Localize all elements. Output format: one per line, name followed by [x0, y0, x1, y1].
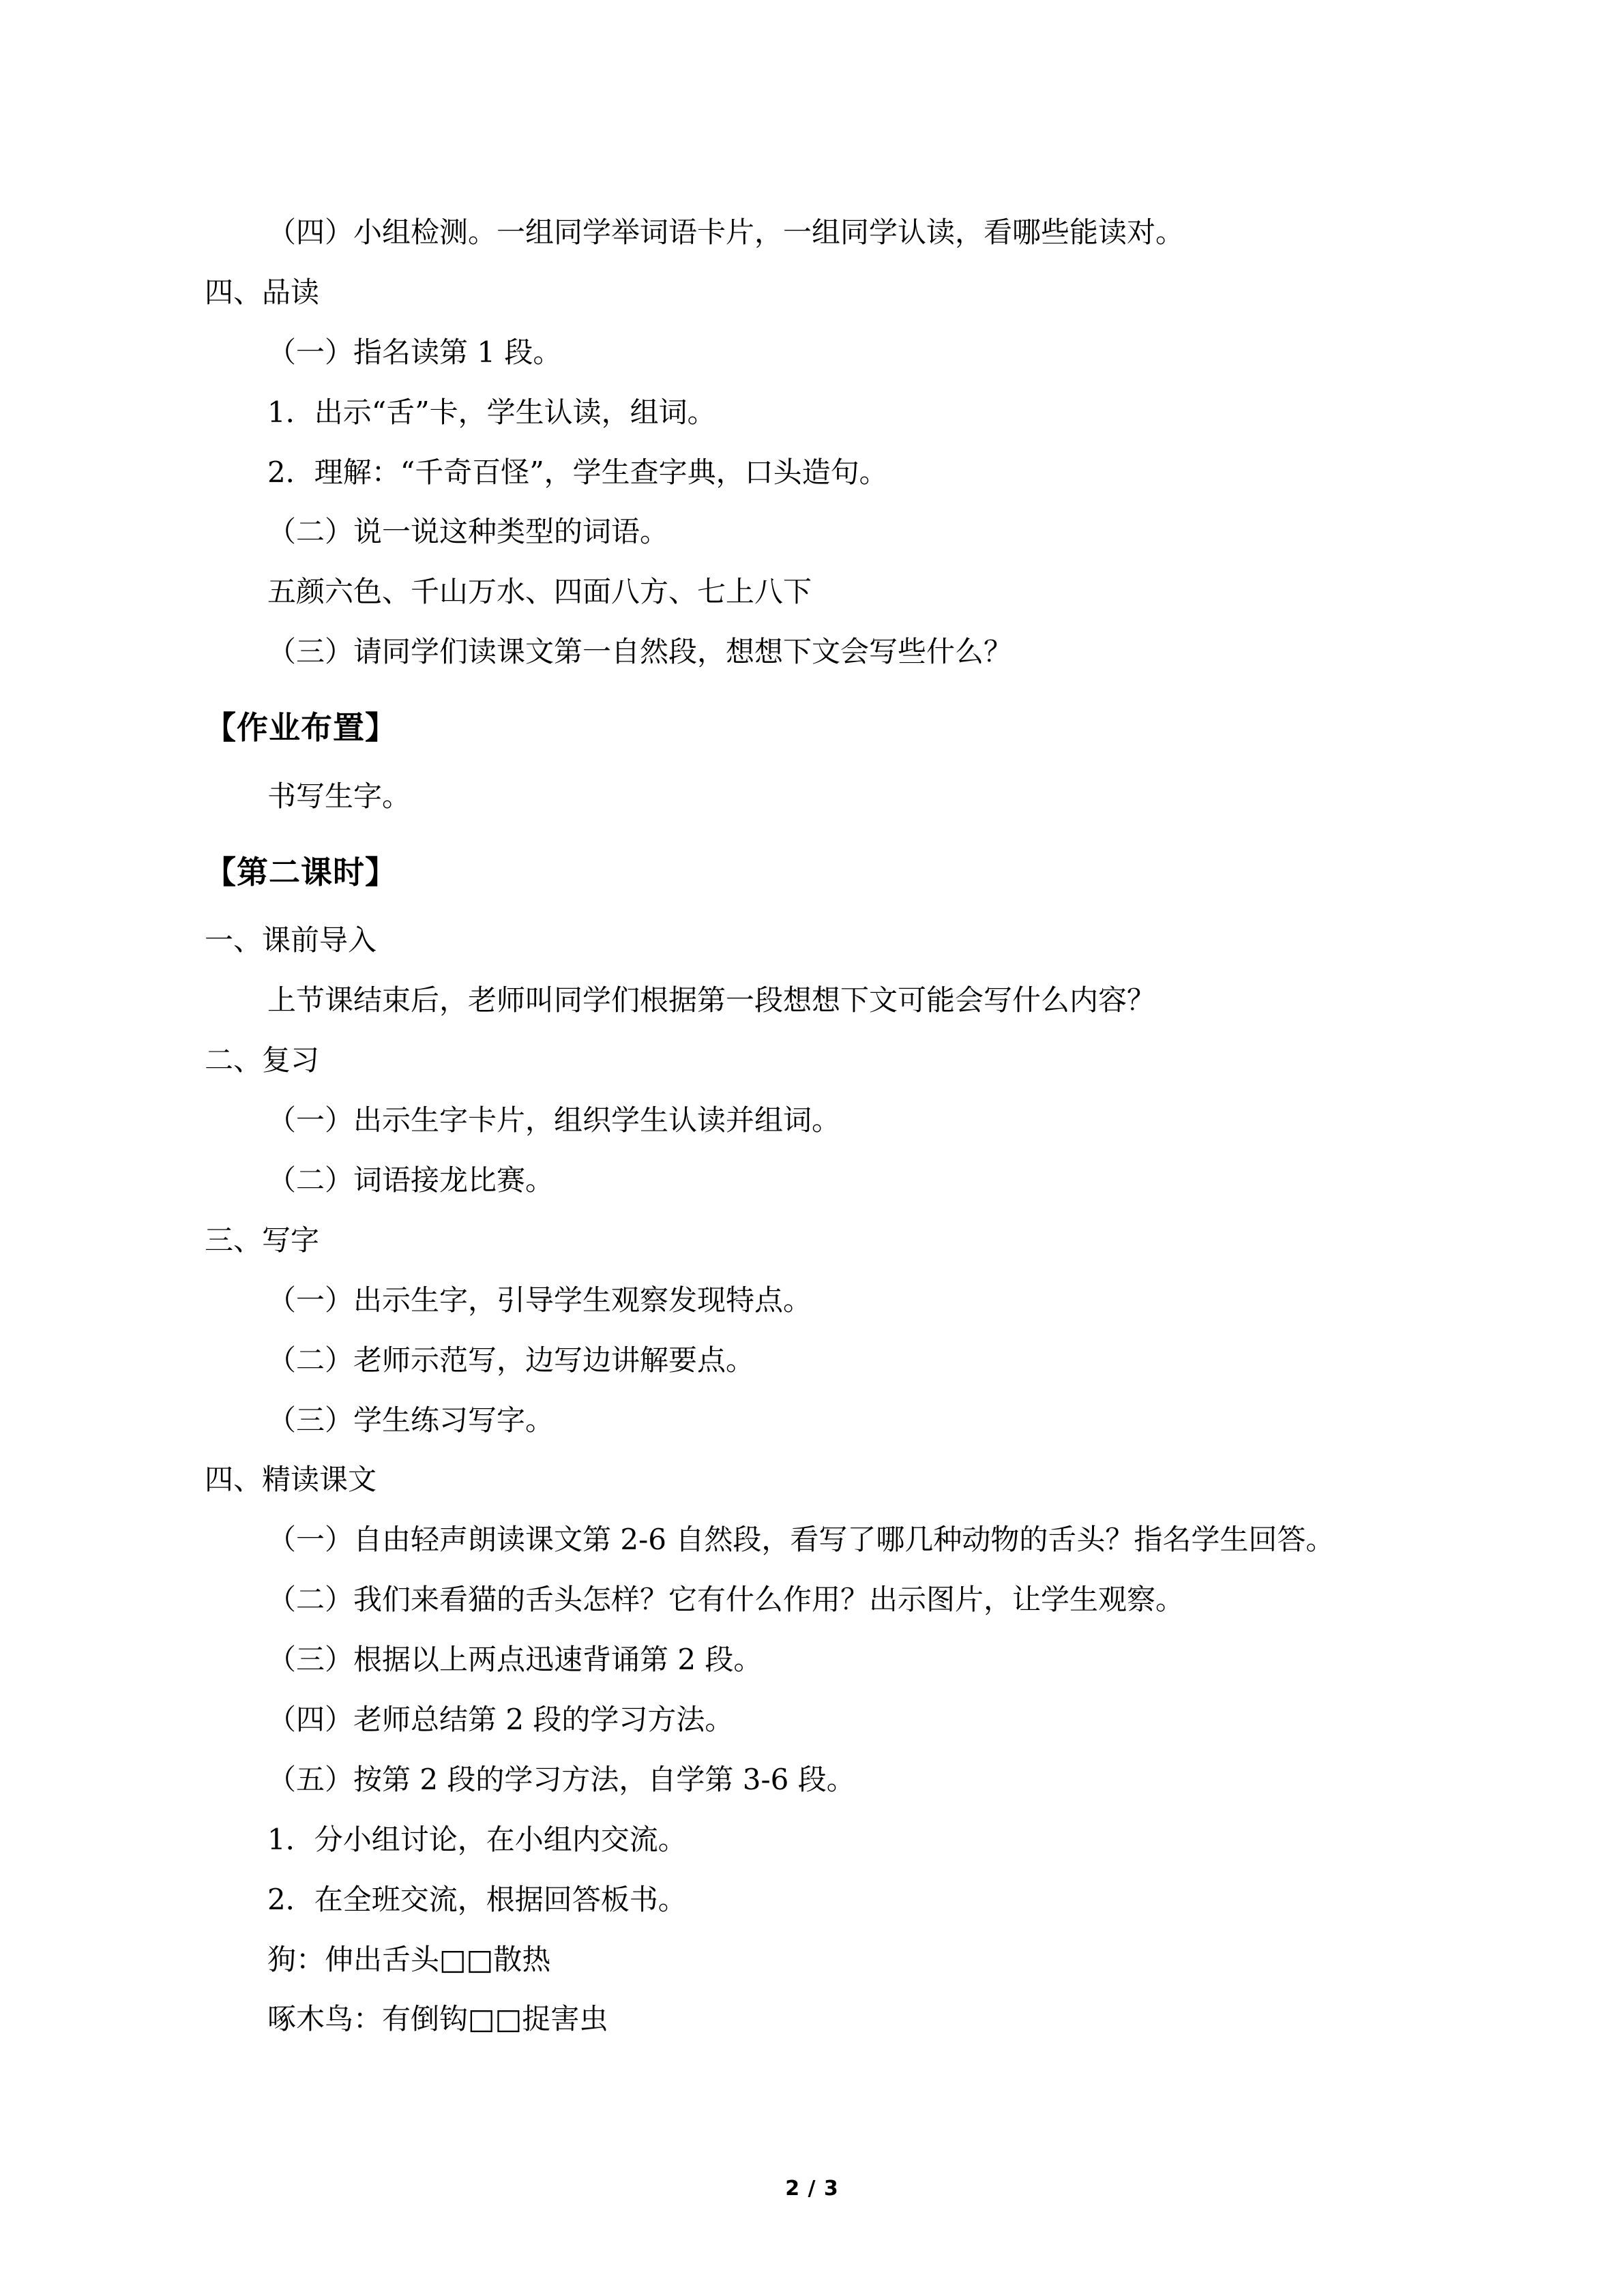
paragraph: （四）小组检测。一组同学举词语卡片，一组同学认读，看哪些能读对。 [267, 215, 1185, 249]
paragraph: （五）按第 2 段的学习方法，自学第 3-6 段。 [267, 1762, 855, 1796]
section-heading: 一、课前导入 [205, 923, 377, 957]
paragraph: （三）请同学们读课文第一自然段，想想下文会写些什么？ [267, 635, 1013, 669]
paragraph: 1．出示“舌”卡，学生认读，组词。 [267, 395, 716, 429]
paragraph: （四）老师总结第 2 段的学习方法。 [267, 1702, 734, 1736]
document-body [205, 205, 1419, 2047]
page-number: 2 / 3 [785, 2177, 839, 2201]
paragraph: （二）我们来看猫的舌头怎样？它有什么作用？出示图片，让学生观察。 [267, 1583, 1185, 1617]
paragraph: 啄木鸟：有倒钩□□捉害虫 [267, 2002, 608, 2036]
section-heading: 四、精读课文 [205, 1463, 377, 1497]
paragraph: （一）指名读第 1 段。 [267, 335, 562, 369]
paragraph: （一）出示生字卡片，组织学生认读并组词。 [267, 1103, 841, 1137]
paragraph: 2．在全班交流，根据回答板书。 [267, 1882, 687, 1916]
paragraph: （二）老师示范写，边写边讲解要点。 [267, 1343, 755, 1377]
section-heading: 四、品读 [205, 275, 320, 309]
paragraph: 狗：伸出舌头□□散热 [267, 1942, 551, 1976]
paragraph: （三）根据以上两点迅速背诵第 2 段。 [267, 1643, 763, 1677]
paragraph: 五颜六色、千山万水、四面八方、七上八下 [267, 575, 812, 609]
heading-second-lesson: 【第二课时】 [205, 853, 397, 891]
paragraph: （二）词语接龙比赛。 [267, 1163, 555, 1197]
paragraph: （三）学生练习写字。 [267, 1403, 555, 1437]
paragraph: 2．理解：“千奇百怪”，学生查字典，口头造句。 [267, 455, 888, 489]
paragraph: 上节课结束后，老师叫同学们根据第一段想想下文可能会写什么内容？ [267, 983, 1156, 1017]
section-heading: 二、复习 [205, 1043, 320, 1077]
paragraph: 1．分小组讨论，在小组内交流。 [267, 1822, 687, 1856]
heading-homework: 【作业布置】 [205, 709, 397, 747]
paragraph: （一）出示生字，引导学生观察发现特点。 [267, 1283, 812, 1317]
paragraph: （二）说一说这种类型的词语。 [267, 515, 669, 549]
paragraph: 书写生字。 [267, 779, 411, 813]
section-heading: 三、写字 [205, 1223, 320, 1257]
paragraph: （一）自由轻声朗读课文第 2-6 自然段，看写了哪几种动物的舌头？指名学生回答。 [267, 1523, 1335, 1557]
